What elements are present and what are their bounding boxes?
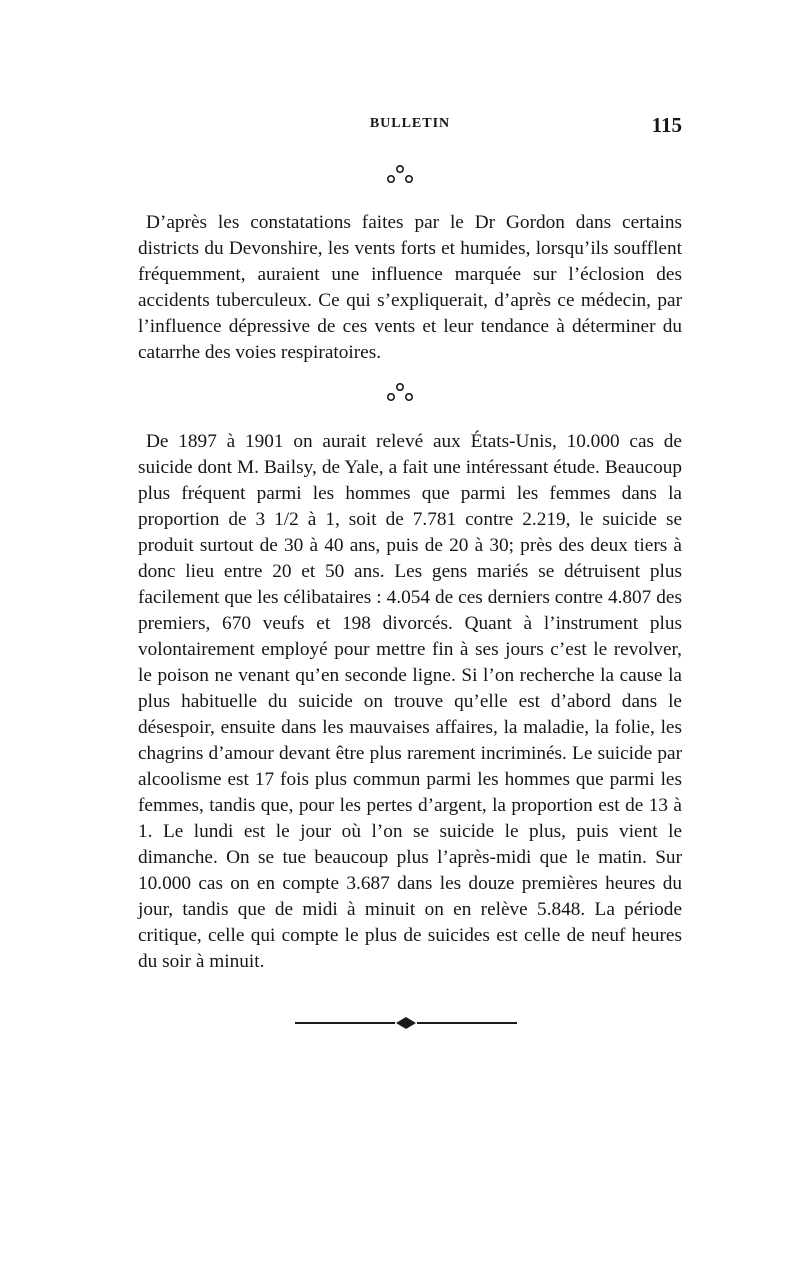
paragraph-1: D’après les constatations faites par le Dr Gordon dans certains districts du Devonshire, les vents forts et humides, lorsqu’ils soufflent fréquemment, auraient une influence marquée sur l’éclosion des accidents tuberculeux. Ce qui s’expliquerait, d’après ce médecin, par l’influence dépressive de ces vents et leur tendance à déterminer du catarrhe des voies respiratoires.: [138, 212, 682, 363]
page-number: 115: [651, 113, 682, 137]
asterism-icon: [380, 163, 420, 187]
asterism-icon: [380, 381, 420, 405]
running-title: BULLETIN: [369, 116, 451, 131]
rule-diamond-icon: [295, 1016, 517, 1030]
running-head: [138, 113, 682, 140]
paragraph-2: De 1897 à 1901 on aurait relevé aux États-Unis, 10.000 cas de suicide dont M. Bailsy, de Yale, a fait une intéressant étude. Beaucoup plus fréquent parmi les hommes que parmi les femmes dans la proportion de 3 1/2 à 1, soit de 7.781 contre 2.219, le suicide se produit surtout de 30 à 40 ans, puis de 20 à 30; près des deux tiers à donc lieu entre 20 et 50 ans. Les gens mariés se détruisent plus facilement que les célibataires : 4.054 de ces derniers contre 4.807 des premiers, 670 veufs et 198 divorcés. Quant à l’instrument plus volontairement employé pour mettre fin à ses jours c’est le revolver, le poison ne venant qu’en seconde ligne. Si l’on recherche la cause la plus habituelle du suicide on trouve qu’elle est d’abord dans le désespoir, ensuite dans les mauvaises affaires, la maladie, la folie, les chagrins d’amour devant être plus rarement incriminés. Le suicide par alcoolisme est 17 fois plus commun parmi les hommes que parmi les femmes, tandis que, pour les pertes d’argent, la proportion est de 13 à 1. Le lundi est le jour où l’on se suicide le plus, puis vient le dimanche. On se tue beaucoup plus l’après-midi que le matin. Sur 10.000 cas on en compte 3.687 dans les douze premières heures du jour, tandis que de midi à minuit on en relève 5.848. La période critique, celle qui compte le plus de suicides est celle de neuf heures du soir à minuit.: [138, 431, 682, 972]
